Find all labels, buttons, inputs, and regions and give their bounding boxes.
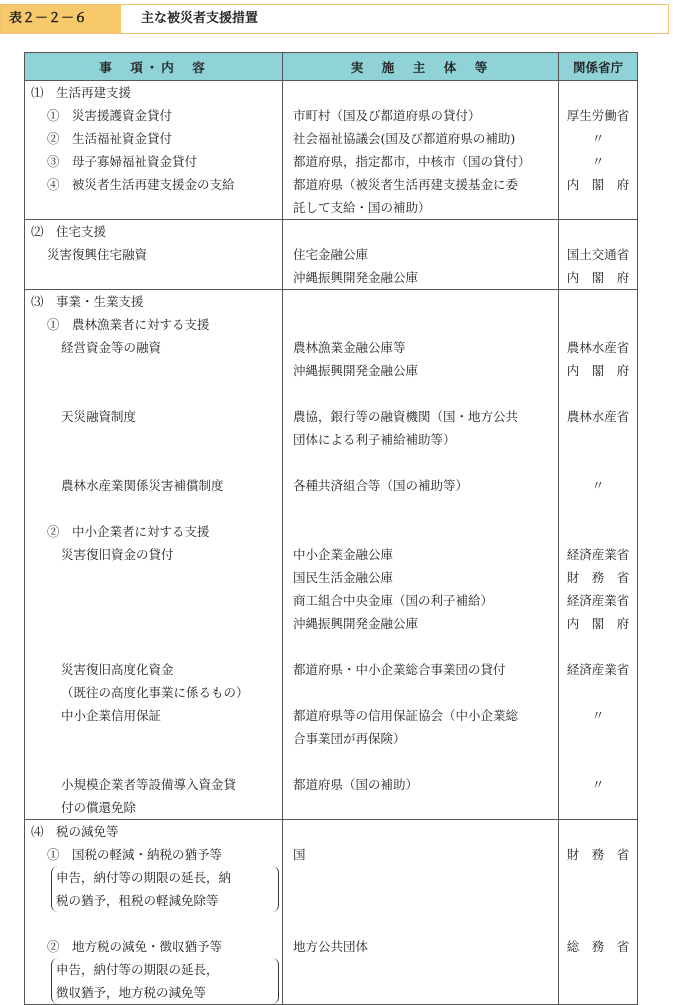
section-livelihood [25,81,638,220]
implementer-text: 都道府県・中小企業総合事業団の貸付 [293,662,506,677]
implementer-text: 農林漁業金融公庫等 [293,340,406,355]
item-label: ② 生活福祉資金貸付 [47,131,173,146]
ministry-text: 〃 [591,131,605,146]
ministry-text: 農林水産省 [566,340,630,355]
ministry-text: 〃 [591,478,605,493]
ministry-text: 経済産業省 [566,547,630,562]
section-implementers [283,820,559,1005]
item-label: 小規模企業者等設備導入資金貸 [61,777,237,792]
implementer-text: 沖縄振興開発金融公庫 [293,270,419,285]
implementer-text: 都道府県，指定都市，中核市（国の貸付） [293,154,531,169]
section-heading: ⑴ 生活再建支援 [31,85,132,100]
ministry-text: 〃 [591,777,605,792]
page-title: 主な被災者支援措置 [141,11,259,26]
note-bracket [25,958,282,1004]
ministry-text: 総 務 省 [566,939,630,954]
section-implementers [283,290,559,820]
title-bar [0,4,669,34]
item-label: ④ 被災者生活再建支援金の支給 [47,177,235,192]
implementer-text: 商工組合中央金庫（国の利子補給） [293,593,494,608]
header-row [25,53,638,81]
implementer-text: 国民生活金融公庫 [293,570,394,585]
table-number: 表２－２－６ [1,5,121,33]
item-label: 災害復興住宅融資 [47,247,148,262]
ministry-text: 財 務 省 [566,847,630,862]
implementer-text: 地方公共団体 [293,939,369,954]
ministry-text: 経済産業省 [566,662,630,677]
ministry-text: 厚生労働省 [566,108,630,123]
item-label: （既往の高度化事業に係るもの） [61,685,249,700]
implementer-text: 社会福祉協議会(国及び都道府県の補助) [293,131,516,146]
implementer-text: 国 [293,847,306,862]
implementer-text: 沖縄振興開発金融公庫 [293,363,419,378]
ministry-text: 内 閣 府 [566,616,630,631]
note-bracket [25,866,282,912]
implementer-text: 農協，銀行等の融資機関（国・地方公共 [293,409,519,424]
note-text: 徴収猶予，地方税の減免等 [56,985,207,1000]
section-items [25,220,283,290]
item-label: 経営資金等の融資 [61,340,162,355]
item-label: 災害復旧資金の貸付 [61,547,174,562]
section-heading: ⑶ 事業・生業支援 [31,294,144,309]
header-implementer: 実 施 主 体 等 [283,53,559,81]
item-label: 付の償還免除 [61,800,137,815]
section-heading: ⑵ 住宅支援 [31,224,107,239]
ministry-text: 〃 [591,154,605,169]
implementer-text: 都道府県（被災者生活再建支援基金に委 [293,177,519,192]
item-label: ① 災害援護資金貸付 [47,108,173,123]
implementer-text: 都道府県（国の補助） [293,777,419,792]
header-ministry: 関係省庁 [559,53,638,81]
implementer-text: 市町村（国及び都道府県の貸付） [293,108,481,123]
item-label: 中小企業信用保証 [61,708,162,723]
ministry-text: 内 閣 府 [566,177,630,192]
note-text: 税の猶予，租税の軽減免除等 [56,893,219,908]
section-tax [25,820,638,1005]
item-label: 農林水産業関係災害補償制度 [61,478,224,493]
item-label: ① 国税の軽減・納税の猶予等 [47,847,223,862]
item-label: ③ 母子寡婦福祉資金貸付 [47,154,198,169]
implementer-text: 各種共済組合等（国の補助等） [293,478,469,493]
note-text: 申告，納付等の期限の延長，納 [56,870,232,885]
ministry-text: 内 閣 府 [566,363,630,378]
ministry-text: 国土交通省 [566,247,630,262]
section-implementers [283,81,559,220]
section-ministries [559,220,638,290]
section-implementers [283,220,559,290]
item-label: ② 地方税の減免・徴収猶予等 [47,939,223,954]
section-business [25,290,638,820]
ministry-text: 農林水産省 [566,409,630,424]
ministry-text: 内 閣 府 [566,270,630,285]
section-heading: ⑷ 税の減免等 [31,824,119,839]
section-items [25,81,283,220]
subsection-heading: ② 中小企業者に対する支援 [47,524,210,539]
implementer-text: 住宅金融公庫 [293,247,369,262]
item-label: 災害復旧高度化資金 [61,662,174,677]
section-ministries [559,81,638,220]
item-label: 天災融資制度 [61,409,137,424]
implementer-text: 都道府県等の信用保証協会（中小企業総 [293,708,519,723]
header-items: 事 項・内 容 [25,53,283,81]
section-items [25,820,283,1005]
ministry-text: 経済産業省 [566,593,630,608]
subsection-heading: ① 農林漁業者に対する支援 [47,317,210,332]
section-housing [25,220,638,290]
implementer-text: 中小企業金融公庫 [293,547,394,562]
note-text: 申告，納付等の期限の延長， [56,962,219,977]
implementer-text: 団体による利子補給補助等） [293,432,456,447]
implementer-text: 合事業団が再保険） [293,731,406,746]
section-ministries [559,290,638,820]
ministry-text: 財 務 省 [566,570,630,585]
implementer-text: 託して支給・国の補助） [293,200,431,215]
section-items [25,290,283,820]
implementer-text: 沖縄振興開発金融公庫 [293,616,419,631]
section-ministries [559,820,638,1005]
ministry-text: 〃 [591,708,605,723]
support-measures-table [24,52,638,1005]
